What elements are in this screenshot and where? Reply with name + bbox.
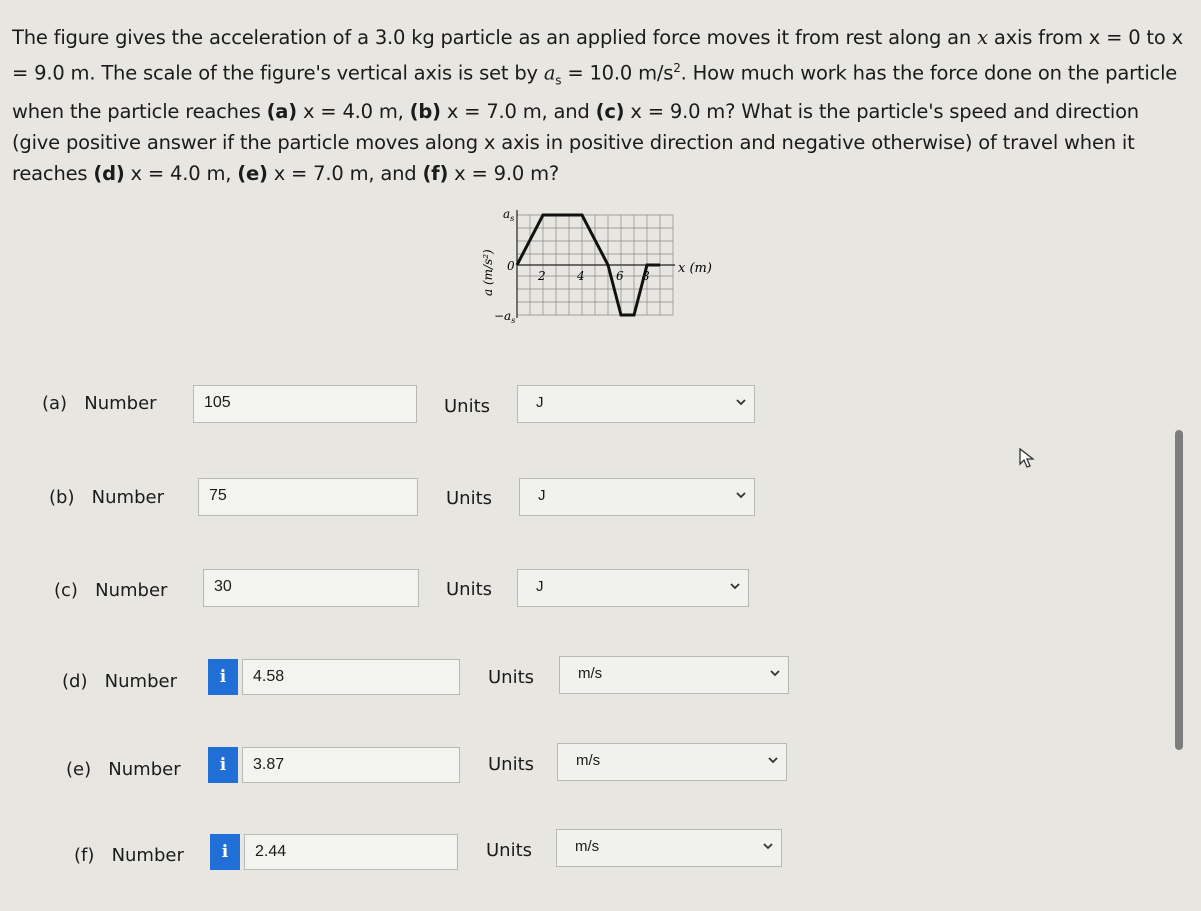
row-a-label [42,393,157,414]
scrollbar[interactable] [1175,430,1183,750]
units-label: Units [444,396,491,417]
selected-unit: m/s [575,838,600,855]
problem-text: x = 4.0 m, [296,100,410,124]
units-label: Units [486,840,533,861]
chevron-down-icon [736,397,746,407]
problem-statement [12,22,1192,189]
units-label: Units [446,488,493,509]
info-button[interactable]: i [210,834,240,870]
units-f-select[interactable] [556,829,782,867]
problem-text: axis from x = 0 to x = 9.0 m. The scale of the figure's vertical axis is set by [12,26,1183,85]
tick-as: $a_s$ [503,207,515,223]
x-tick-8: 8 [642,269,650,283]
problem-text: x = 9.0 m? [448,162,560,186]
acceleration-graph [470,200,740,330]
number-label: Number [84,393,157,414]
x-tick-6: 6 [616,269,624,283]
answer-b-input[interactable]: 75 [198,478,418,516]
part-f-ref: (f) [422,162,449,186]
units-label: Units [446,579,493,600]
var-a: a [543,61,556,85]
units-e-select[interactable] [557,743,787,781]
units-d-select[interactable] [559,656,789,694]
selected-unit: m/s [578,665,603,682]
chevron-down-icon [730,581,740,591]
part-label: (e) [66,759,92,780]
part-label: (d) [62,671,88,692]
units-b-select[interactable] [519,478,755,516]
units-a-select[interactable] [517,385,755,423]
number-label: Number [108,759,181,780]
x-axis-label: x (m) [678,261,712,276]
answer-a-input[interactable]: 105 [193,385,417,423]
units-label: Units [488,667,535,688]
problem-text: x = 4.0 m, [124,162,238,186]
superscript-2: 2 [673,61,681,75]
number-label: Number [111,845,184,866]
answer-f-input[interactable]: 2.44 [244,834,458,870]
part-a-ref: (a) [266,100,297,124]
var-x: x [977,26,988,49]
row-b-label [49,487,164,508]
x-tick-2: 2 [538,269,546,283]
part-label: (a) [42,393,68,414]
part-c-ref: (c) [595,100,625,124]
info-button[interactable]: i [208,747,238,783]
number-label: Number [104,671,177,692]
selected-unit: J [538,487,546,504]
units-label: Units [488,754,535,775]
part-label: (b) [49,487,75,508]
problem-text: x = 9.0 m? What is the particle's speed and direction (give positive answer if the particle moves along x axis in positive direction and negative otherwise) of travel when it reaches [12,100,1139,186]
number-label: Number [95,580,168,601]
row-e-label [66,759,181,780]
selected-unit: m/s [576,752,601,769]
part-label: (c) [54,580,78,601]
mouse-cursor-icon [1018,447,1036,469]
answer-d-input[interactable]: 4.58 [242,659,460,695]
info-button[interactable]: i [208,659,238,695]
chevron-down-icon [770,668,780,678]
problem-text: . How much work has the force done on the particle when the particle reaches [12,61,1178,124]
part-b-ref: (b) [409,100,441,124]
answer-e-input[interactable]: 3.87 [242,747,460,783]
selected-unit: J [536,578,544,595]
y-axis-label: a (m/s²) [481,249,495,296]
x-tick-4: 4 [577,269,585,283]
part-e-ref: (e) [237,162,268,186]
part-label: (f) [74,845,95,866]
problem-text: x = 7.0 m, and [440,100,596,124]
row-c-label [54,580,167,601]
subscript-s: s [555,73,562,88]
answer-c-input[interactable]: 30 [203,569,419,607]
problem-text: = 10.0 m/s [561,61,674,85]
acceleration-figure [470,200,740,330]
selected-unit: J [536,394,544,411]
row-f-label [74,845,184,866]
units-c-select[interactable] [517,569,749,607]
problem-text: The figure gives the acceleration of a 3.0 kg particle as an applied force moves it from rest along an [12,26,978,49]
chevron-down-icon [763,841,773,851]
chevron-down-icon [768,755,778,765]
part-d-ref: (d) [93,162,125,186]
chevron-down-icon [736,490,746,500]
row-d-label [62,671,177,692]
problem-text: x = 7.0 m, and [267,162,423,186]
tick-minus-as: $-a_s$ [494,309,516,325]
tick-zero: 0 [507,259,515,273]
number-label: Number [91,487,164,508]
